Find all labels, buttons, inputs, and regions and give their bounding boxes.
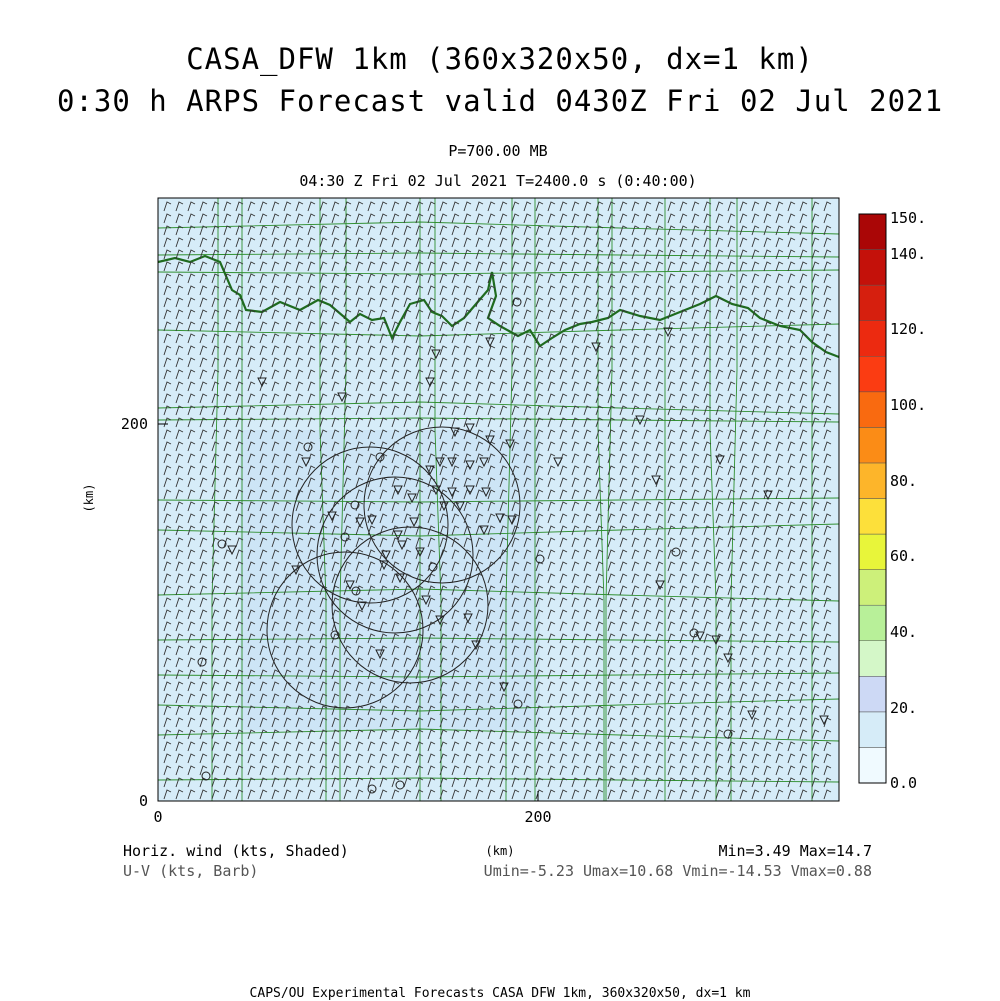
colorbar-label: 80. bbox=[890, 472, 918, 490]
colorbar-swatch bbox=[859, 712, 886, 748]
colorbar-label: 60. bbox=[890, 547, 918, 565]
x-axis-label: (km) bbox=[485, 844, 515, 858]
x-tick-label-200: 200 bbox=[524, 808, 552, 826]
colorbar-swatch bbox=[859, 392, 886, 428]
colorbar-swatch bbox=[859, 499, 886, 535]
title-line-1: CASA_DFW 1km (360x320x50, dx=1 km) bbox=[186, 42, 814, 76]
colorbar-swatch bbox=[859, 676, 886, 712]
colorbar-swatch bbox=[859, 250, 886, 286]
colorbar-swatch bbox=[859, 285, 886, 321]
colorbar-swatch bbox=[859, 427, 886, 463]
y-tick-label-0: 0 bbox=[138, 792, 148, 810]
colorbar-label: 20. bbox=[890, 699, 918, 717]
x-tick-label-0: 0 bbox=[153, 808, 163, 826]
vector-label: U-V (kts, Barb) bbox=[123, 862, 259, 880]
colorbar-label: 120. bbox=[890, 320, 927, 338]
y-tick-label-200: 200 bbox=[120, 415, 148, 433]
colorbar-label: 0.0 bbox=[890, 774, 918, 792]
y-axis-label: (km) bbox=[82, 483, 96, 513]
map-panel bbox=[158, 198, 839, 801]
colorbar-swatch bbox=[859, 605, 886, 641]
colorbar-label: 150. bbox=[890, 209, 927, 227]
colorbar-label: 140. bbox=[890, 245, 927, 263]
colorbar-label: 100. bbox=[890, 396, 927, 414]
credit-line: CAPS/OU Experimental Forecasts CASA DFW 1km, 360x320x50, dx=1 km bbox=[249, 986, 751, 1001]
valid-time: 04:30 Z Fri 02 Jul 2021 T=2400.0 s (0:40:00) bbox=[299, 172, 697, 190]
title-line-2: 0:30 h ARPS Forecast valid 0430Z Fri 02 Jul 2021 bbox=[56, 84, 944, 118]
colorbar-swatch bbox=[859, 214, 886, 250]
field-label: Horiz. wind (kts, Shaded) bbox=[123, 842, 349, 860]
uv-stats-readout: Umin=-5.23 Umax=10.68 Vmin=-14.53 Vmax=0.88 bbox=[483, 862, 872, 880]
colorbar bbox=[859, 214, 886, 783]
min-max-readout: Min=3.49 Max=14.7 bbox=[718, 842, 872, 860]
colorbar-swatch bbox=[859, 747, 886, 783]
colorbar-label: 40. bbox=[890, 623, 918, 641]
colorbar-swatch bbox=[859, 641, 886, 677]
colorbar-swatch bbox=[859, 463, 886, 499]
colorbar-swatch bbox=[859, 570, 886, 606]
pressure-level: P=700.00 MB bbox=[448, 142, 548, 160]
colorbar-labels bbox=[890, 209, 926, 792]
colorbar-swatch bbox=[859, 356, 886, 392]
colorbar-swatch bbox=[859, 534, 886, 570]
colorbar-swatch bbox=[859, 321, 886, 357]
